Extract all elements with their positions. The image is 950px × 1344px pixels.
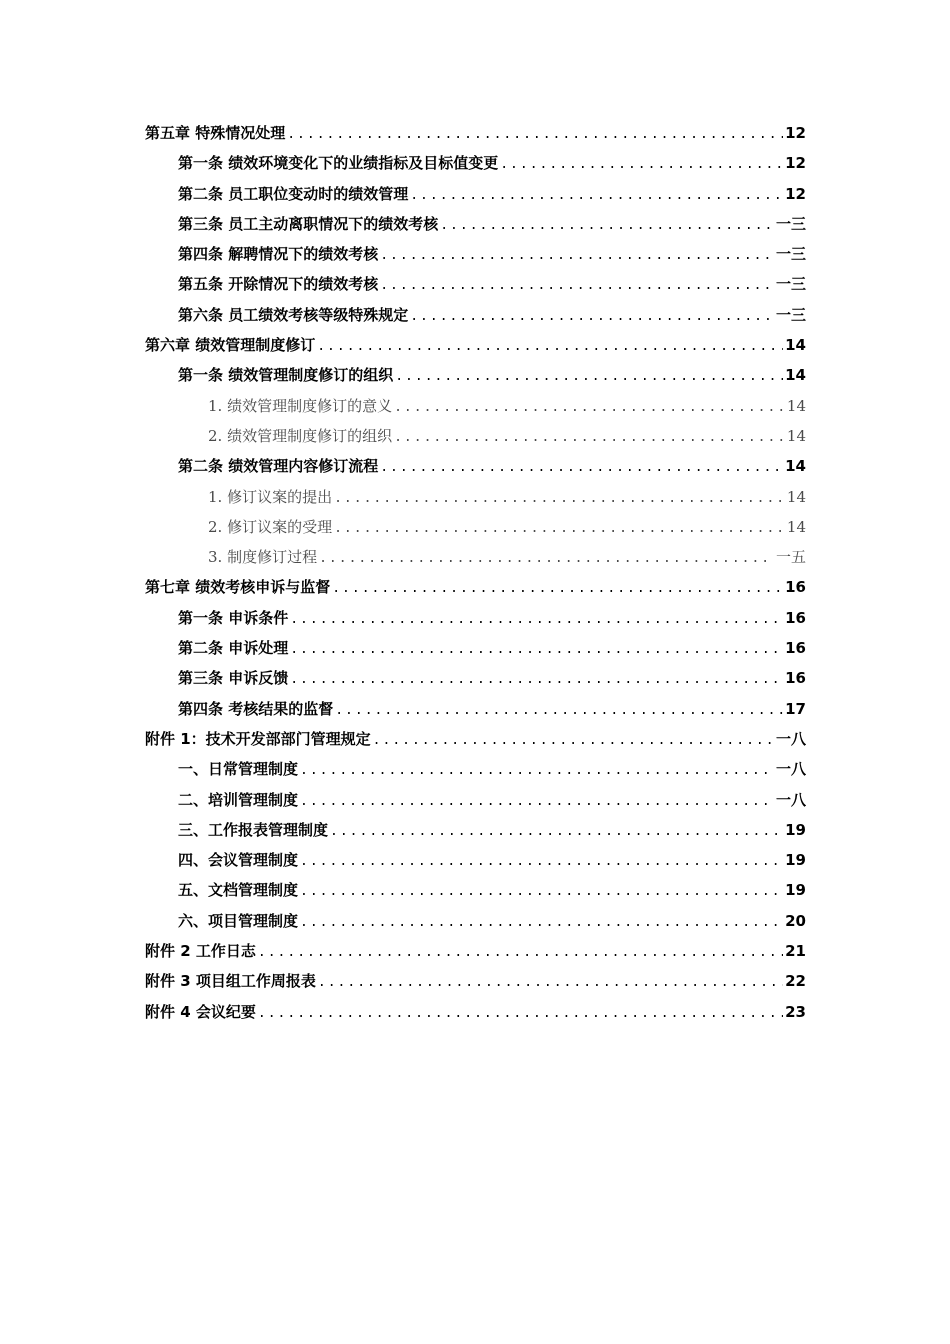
toc-entry[interactable]	[145, 815, 806, 845]
toc-entry[interactable]	[145, 451, 806, 481]
toc-entry[interactable]	[145, 512, 806, 542]
toc-entry-title: 附件 3 项目组工作周报表	[145, 972, 316, 991]
toc-entry-page-number: 14	[786, 517, 806, 536]
toc-entry-title: 第四条 解聘情况下的绩效考核	[178, 245, 379, 264]
toc-dot-leader	[334, 484, 785, 514]
toc-entry-page-number: 14	[786, 426, 806, 445]
toc-entry-page-number: 14	[785, 366, 806, 385]
toc-entry-title: 2. 绩效管理制度修订的组织	[208, 426, 393, 445]
toc-dot-leader	[300, 787, 774, 817]
toc-entry-title: 三、工作报表管理制度	[178, 820, 329, 839]
toc-dot-leader	[300, 877, 783, 907]
toc-dot-leader	[440, 211, 774, 241]
toc-dot-leader	[410, 302, 774, 332]
toc-entry-title: 第三条 申诉反馈	[178, 669, 289, 688]
toc-entry-page-number: 21	[785, 942, 806, 961]
toc-entry[interactable]	[145, 330, 806, 360]
toc-dot-leader	[410, 181, 783, 211]
toc-entry-page-number: 14	[786, 487, 806, 506]
toc-dot-leader	[500, 150, 783, 180]
toc-entry[interactable]	[145, 391, 806, 421]
toc-dot-leader	[334, 514, 785, 544]
toc-entry-page-number: 一八	[775, 760, 806, 779]
toc-entry[interactable]	[145, 936, 806, 966]
toc-entry-title: 四、会议管理制度	[178, 851, 299, 870]
toc-dot-leader	[258, 938, 783, 968]
toc-entry-title: 第一条 申诉条件	[178, 608, 289, 627]
toc-entry-page-number: 23	[785, 1002, 806, 1021]
toc-entry-page-number: 一五	[775, 548, 806, 567]
toc-entry-title: 第二条 员工职位变动时的绩效管理	[178, 184, 409, 203]
toc-entry-title: 第一条 绩效环境变化下的业绩指标及目标值变更	[178, 154, 499, 173]
toc-dot-leader	[395, 362, 783, 392]
toc-entry-title: 附件 2 工作日志	[145, 942, 256, 961]
toc-dot-leader	[330, 817, 783, 847]
toc-entry[interactable]	[145, 633, 806, 663]
toc-entry[interactable]	[145, 572, 806, 602]
toc-entry-title: 第一条 绩效管理制度修订的组织	[178, 366, 394, 385]
toc-dot-leader	[380, 271, 774, 301]
toc-entry-title: 3. 制度修订过程	[208, 548, 318, 567]
toc-entry[interactable]	[145, 148, 806, 178]
toc-entry-title: 第五条 开除情况下的绩效考核	[178, 275, 379, 294]
toc-dot-leader	[380, 453, 783, 483]
toc-entry[interactable]	[145, 421, 806, 451]
toc-entry-page-number: 19	[785, 851, 806, 870]
toc-entry-title: 第七章 绩效考核申诉与监督	[145, 578, 331, 597]
toc-entry-page-number: 19	[785, 881, 806, 900]
toc-entry-title: 五、文档管理制度	[178, 881, 299, 900]
toc-entry-title: 一、日常管理制度	[178, 760, 299, 779]
table-of-contents	[145, 118, 806, 1027]
toc-dot-leader	[394, 423, 785, 453]
toc-entry-title: 附件 1：技术开发部部门管理规定	[145, 729, 371, 748]
toc-entry-title: 第六条 员工绩效考核等级特殊规定	[178, 305, 409, 324]
toc-dot-leader	[258, 999, 783, 1029]
toc-entry-page-number: 16	[785, 639, 806, 658]
toc-dot-leader	[332, 574, 783, 604]
toc-entry-title: 第四条 考核结果的监督	[178, 699, 334, 718]
toc-dot-leader	[287, 120, 783, 150]
toc-dot-leader	[300, 756, 774, 786]
toc-entry[interactable]	[145, 966, 806, 996]
toc-entry[interactable]	[145, 906, 806, 936]
toc-entry-page-number: 一三	[775, 305, 806, 324]
toc-entry[interactable]	[145, 724, 806, 754]
toc-entry[interactable]	[145, 118, 806, 148]
toc-dot-leader	[290, 665, 783, 695]
toc-dot-leader	[300, 908, 783, 938]
toc-entry-title: 六、项目管理制度	[178, 911, 299, 930]
toc-entry-title: 第五章 特殊情况处理	[145, 124, 286, 142]
toc-entry[interactable]	[145, 209, 806, 239]
toc-dot-leader	[373, 726, 774, 756]
toc-entry-page-number: 一八	[775, 729, 806, 748]
toc-entry-page-number: 16	[785, 608, 806, 627]
toc-dot-leader	[394, 393, 785, 423]
toc-entry-page-number: 22	[785, 972, 806, 991]
toc-entry-page-number: 14	[785, 336, 806, 355]
toc-entry[interactable]	[145, 997, 806, 1027]
toc-entry[interactable]	[145, 300, 806, 330]
toc-entry[interactable]	[145, 603, 806, 633]
toc-entry[interactable]	[145, 754, 806, 784]
toc-dot-leader	[317, 332, 783, 362]
toc-entry-title: 第二条 绩效管理内容修订流程	[178, 457, 379, 476]
toc-entry-page-number: 19	[785, 820, 806, 839]
toc-entry[interactable]	[145, 845, 806, 875]
toc-entry[interactable]	[145, 179, 806, 209]
toc-entry-page-number: 12	[785, 154, 806, 173]
toc-entry-page-number: 20	[785, 911, 806, 930]
toc-dot-leader	[380, 241, 774, 271]
toc-dot-leader	[319, 544, 774, 574]
toc-entry[interactable]	[145, 785, 806, 815]
toc-entry-page-number: 17	[785, 699, 806, 718]
toc-entry-page-number: 12	[785, 184, 806, 203]
toc-dot-leader	[290, 635, 783, 665]
toc-entry-page-number: 14	[785, 457, 806, 476]
toc-entry-page-number: 一三	[775, 245, 806, 264]
toc-entry[interactable]	[145, 542, 806, 572]
toc-entry-page-number: 一八	[775, 790, 806, 809]
toc-entry-title: 1. 修订议案的提出	[208, 487, 333, 506]
toc-entry-title: 附件 4 会议纪要	[145, 1002, 256, 1021]
toc-entry[interactable]	[145, 694, 806, 724]
toc-entry-page-number: 12	[785, 124, 806, 142]
toc-entry[interactable]	[145, 663, 806, 693]
toc-entry-page-number: 一三	[775, 214, 806, 233]
toc-entry[interactable]	[145, 239, 806, 269]
toc-entry[interactable]	[145, 482, 806, 512]
toc-entry-title: 第三条 员工主动离职情况下的绩效考核	[178, 214, 439, 233]
toc-entry-title: 二、培训管理制度	[178, 790, 299, 809]
toc-dot-leader	[318, 968, 783, 998]
toc-entry-title: 第六章 绩效管理制度修订	[145, 336, 316, 355]
toc-dot-leader	[335, 696, 783, 726]
toc-entry[interactable]	[145, 269, 806, 299]
toc-entry-page-number: 16	[785, 578, 806, 597]
toc-entry-page-number: 一三	[775, 275, 806, 294]
toc-entry-page-number: 14	[786, 396, 806, 415]
toc-entry-title: 2. 修订议案的受理	[208, 517, 333, 536]
toc-entry-page-number: 16	[785, 669, 806, 688]
toc-entry-title: 第二条 申诉处理	[178, 639, 289, 658]
toc-dot-leader	[300, 847, 783, 877]
toc-entry[interactable]	[145, 360, 806, 390]
toc-entry-title: 1. 绩效管理制度修订的意义	[208, 396, 393, 415]
toc-entry[interactable]	[145, 875, 806, 905]
toc-dot-leader	[290, 605, 783, 635]
